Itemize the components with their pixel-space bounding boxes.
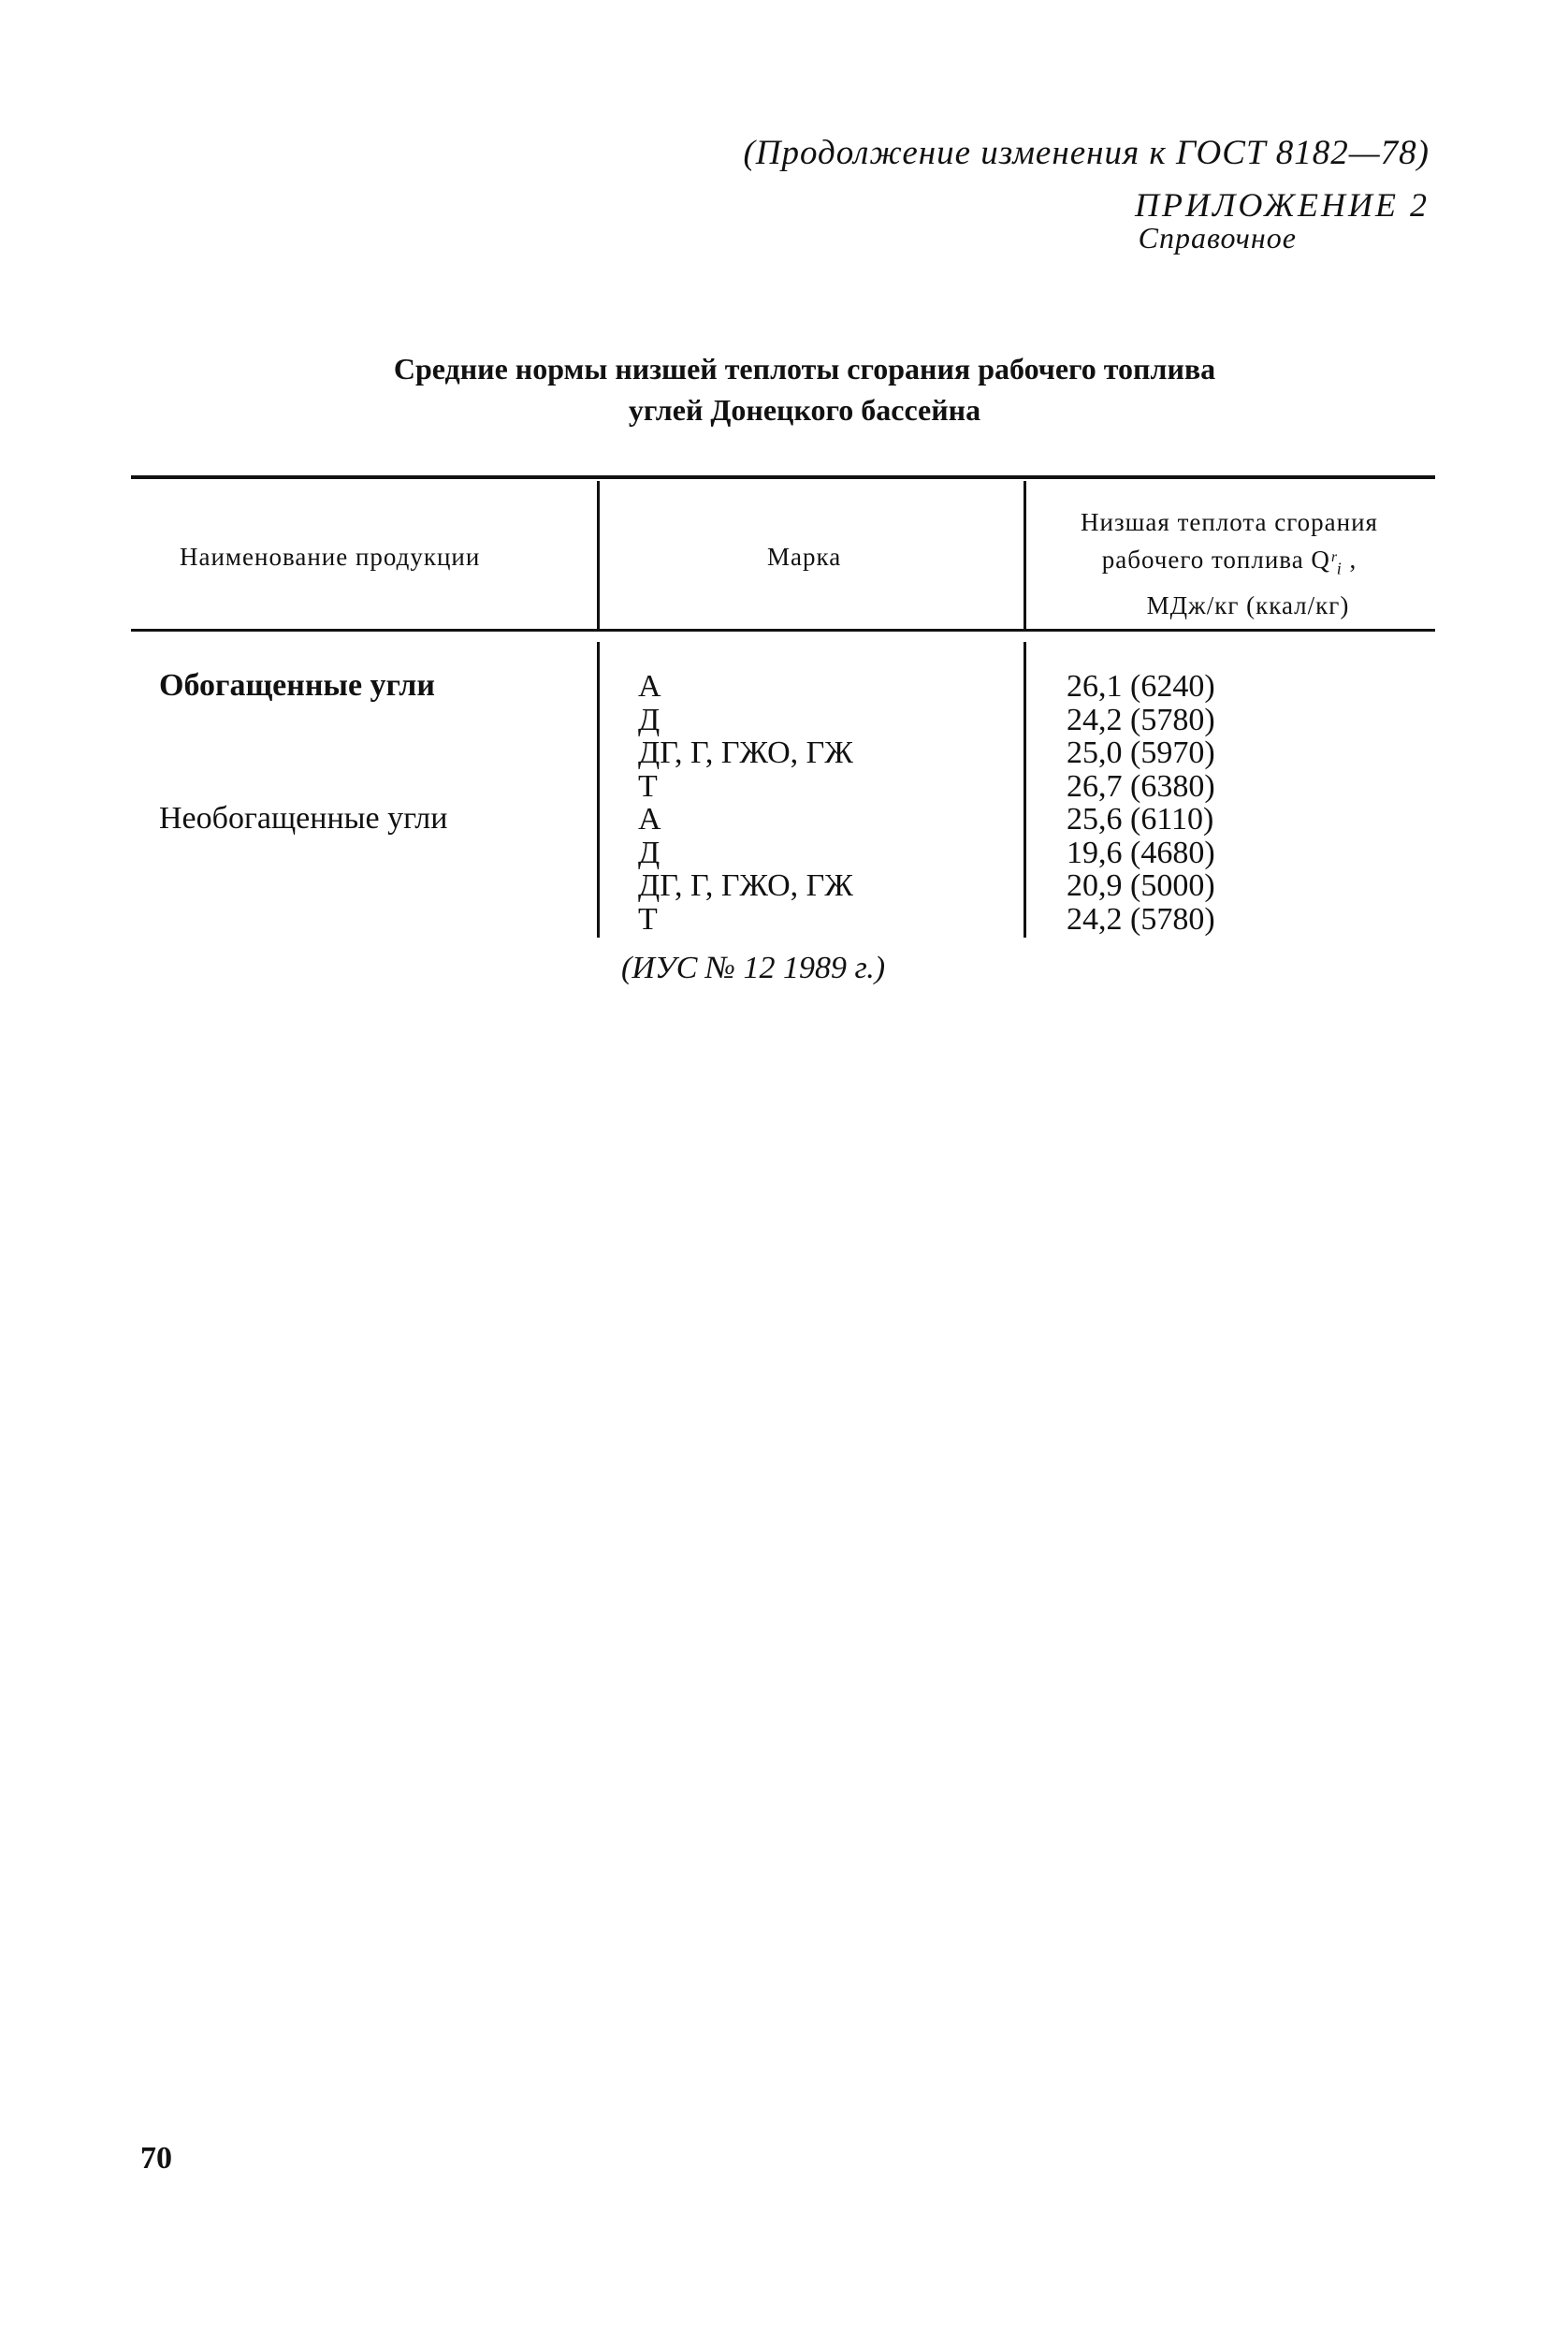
table-cell-mark: Т [638, 768, 658, 804]
heat-value-column [1067, 670, 1215, 936]
table-cell-mark: Д [638, 835, 661, 870]
header-heat-line-3: МДж/кг (ккал/кг) [1146, 591, 1350, 620]
column-divider-1-body [597, 642, 600, 938]
table-cell-mark: ДГ, Г, ГЖО, ГЖ [638, 735, 853, 770]
table-cell-mark: А [638, 802, 661, 837]
table-cell-value: 25,0 (5970) [1067, 735, 1215, 770]
table-cell-value: 26,1 (6240) [1067, 669, 1215, 704]
header-heat-value [1033, 503, 1426, 624]
header-heat-line-1: Низшая теплота сгорания [1081, 508, 1378, 536]
column-divider-1 [597, 481, 600, 629]
continuation-note: (Продолжение изменения к ГОСТ 8182—78) [743, 134, 1430, 172]
column-divider-2-body [1024, 642, 1026, 938]
table-cell-mark: Т [638, 901, 658, 937]
column-divider-2 [1024, 481, 1026, 629]
table-title-line-1: Средние нормы низшей теплоты сгорания рабочего топлива [393, 352, 1216, 386]
appendix-title: ПРИЛОЖЕНИЕ 2 [1135, 186, 1430, 224]
group-name-unenriched: Необогащенные угли [159, 801, 448, 836]
header-product-name: Наименование продукции [180, 543, 481, 571]
table-cell-value: 24,2 (5780) [1067, 702, 1215, 737]
table-top-rule [131, 475, 1435, 479]
table-title-line-2: углей Донецкого бассейна [628, 393, 981, 427]
page-number: 70 [140, 2141, 172, 2176]
group-name-enriched: Обогащенные угли [159, 668, 435, 703]
table-cell-value: 20,9 (5000) [1067, 868, 1215, 903]
table-cell-mark: Д [638, 702, 661, 737]
table-title [131, 348, 1478, 430]
mark-column [638, 670, 853, 936]
table-cell-value: 25,6 (6110) [1067, 802, 1214, 837]
appendix-reference-label: Справочное [1138, 221, 1297, 255]
header-heat-line-2: рабочего топлива Qʳ$_i$ , [1101, 546, 1357, 578]
table-cell-mark: ДГ, Г, ГЖО, ГЖ [638, 868, 853, 903]
source-reference: (ИУС № 12 1989 г.) [621, 951, 886, 985]
table-cell-value: 24,2 (5780) [1067, 901, 1215, 937]
header-mark: Марка [767, 543, 842, 571]
table-cell-value: 26,7 (6380) [1067, 768, 1215, 804]
table-cell-value: 19,6 (4680) [1067, 835, 1215, 870]
table-header-rule [131, 629, 1435, 632]
table-cell-mark: А [638, 669, 661, 704]
